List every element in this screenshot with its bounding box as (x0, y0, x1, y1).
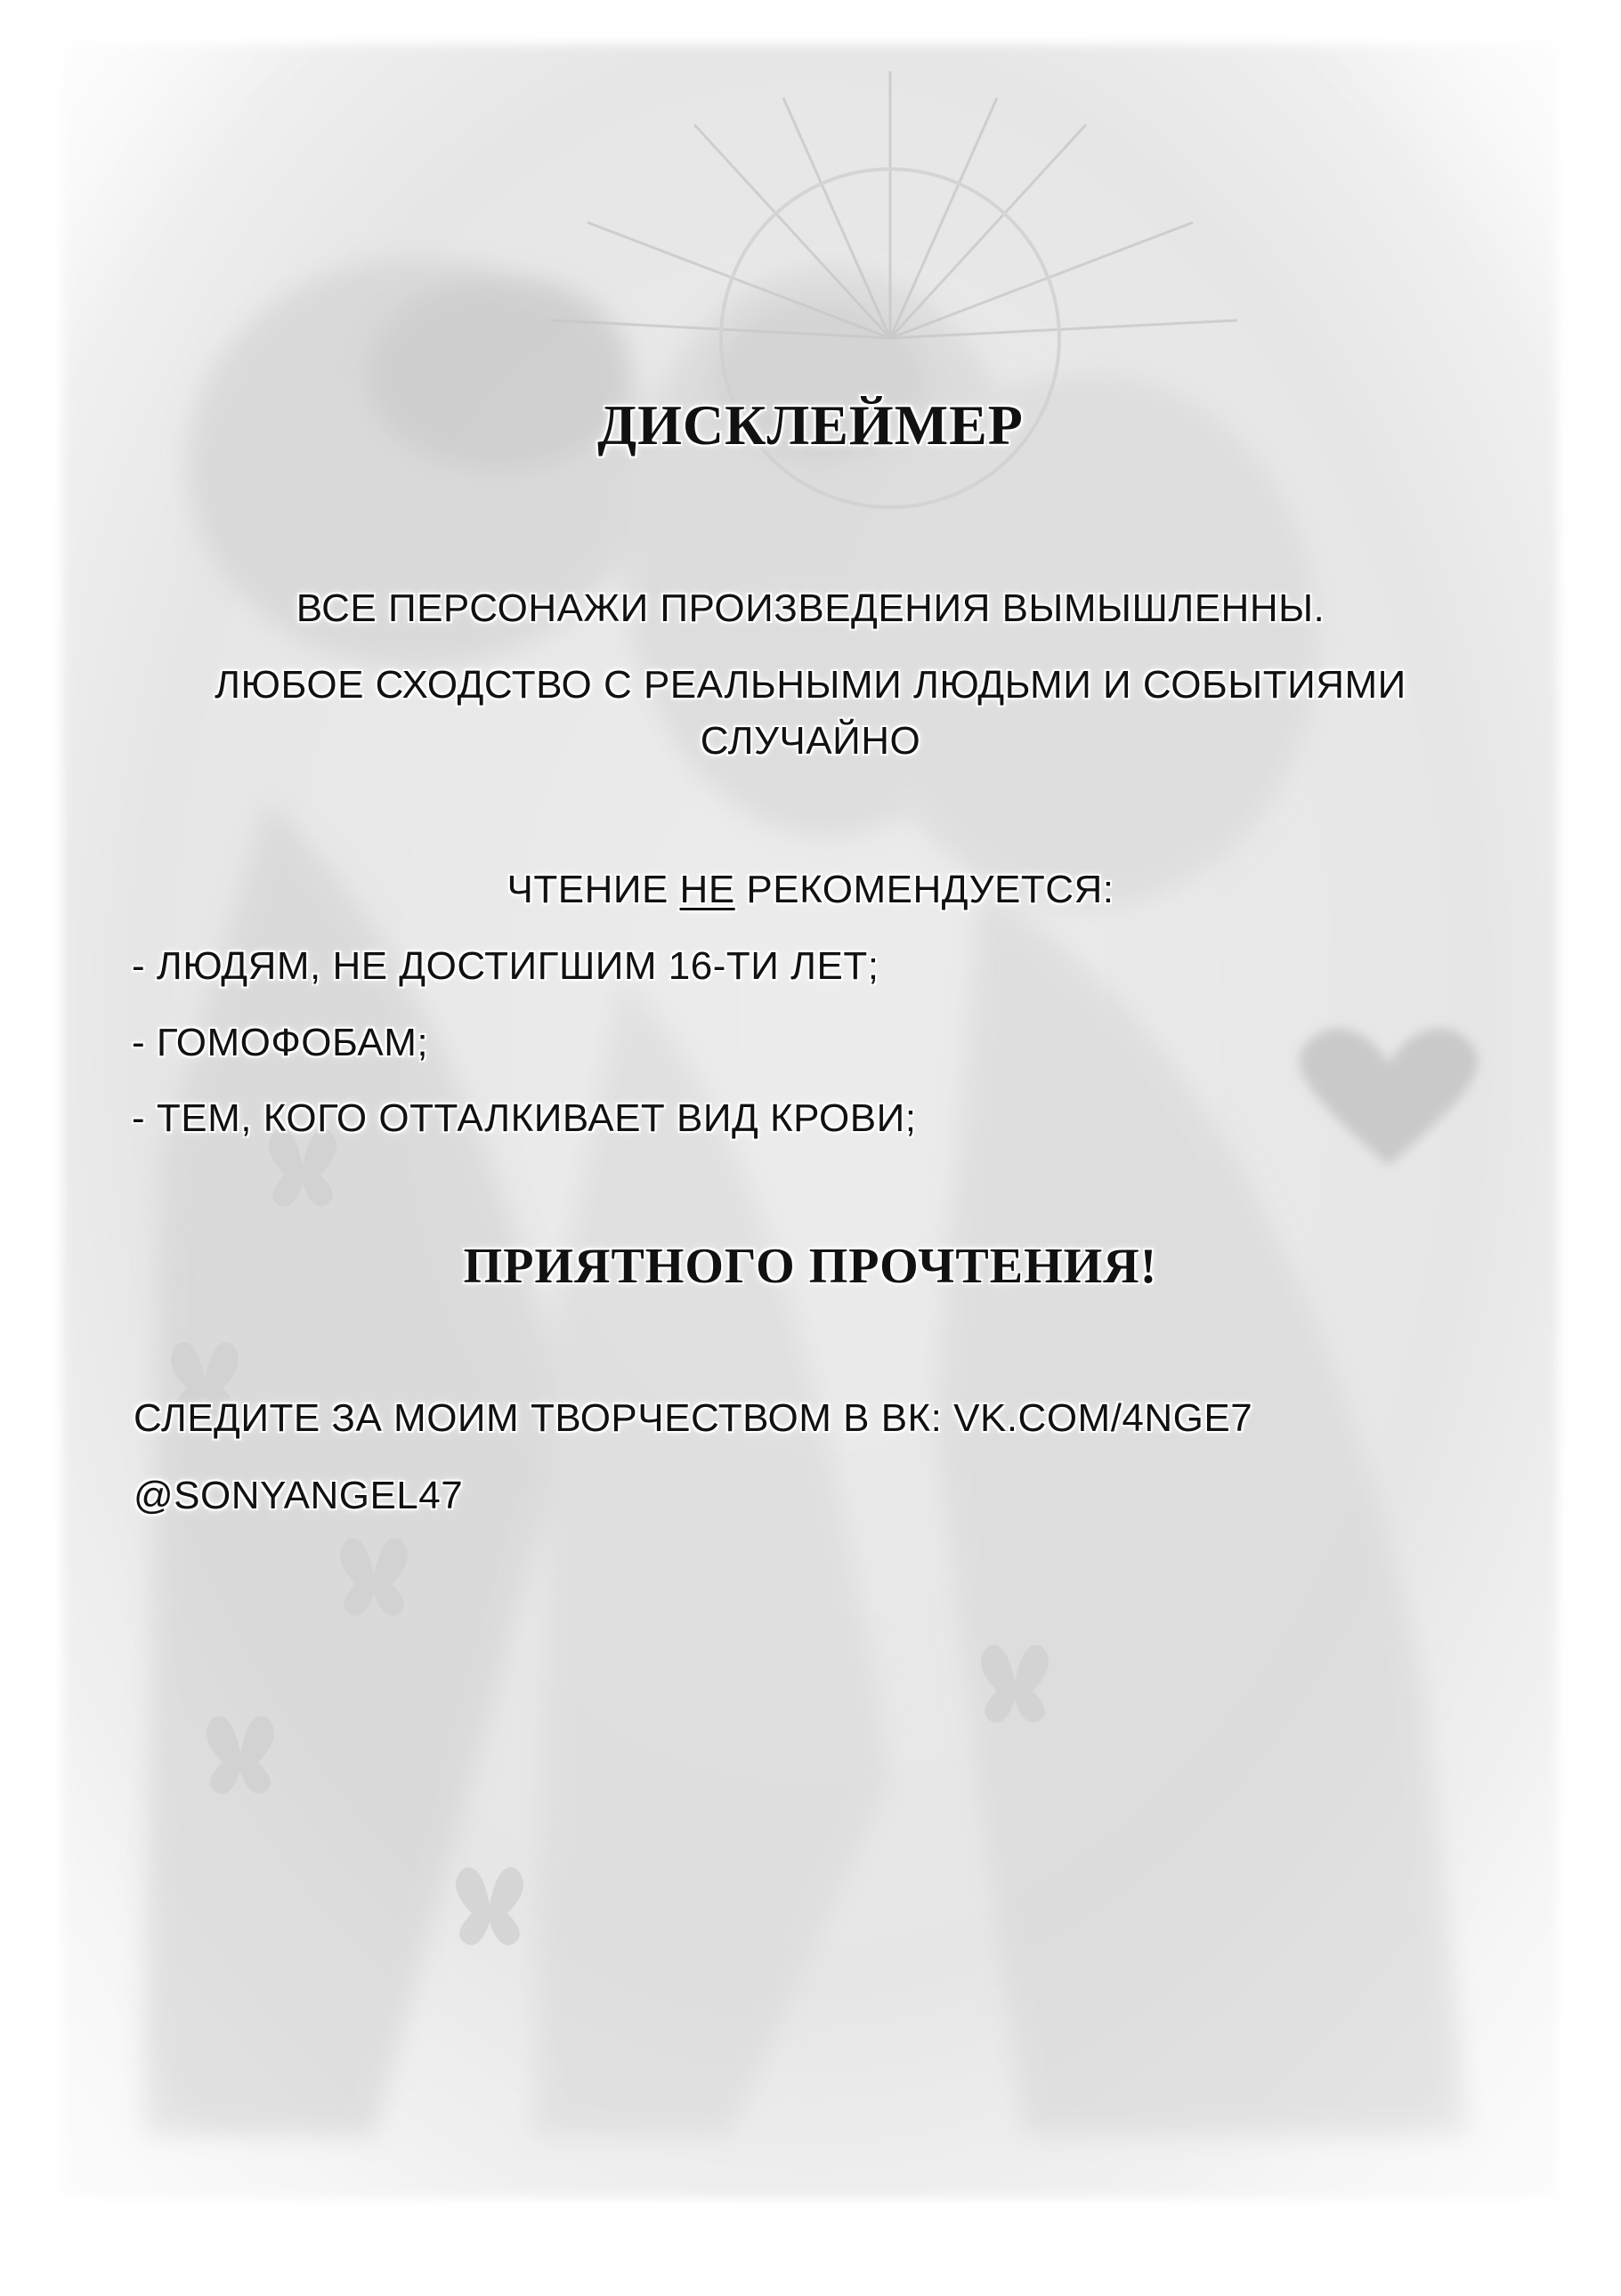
closing-greeting: ПРИЯТНОГО ПРОЧТЕНИЯ! (463, 1239, 1158, 1294)
warning-item: - ГОМОФОБАМ; (132, 1021, 429, 1064)
social-handle: @SONYANGEL47 (134, 1474, 464, 1517)
warning-lead-emphasis: НЕ (679, 868, 735, 911)
warning-lead-start: ЧТЕНИЕ (507, 868, 680, 911)
warning-lead-end: РЕКОМЕНДУЕТСЯ: (734, 868, 1114, 911)
follow-link-line: СЛЕДИТЕ ЗА МОИМ ТВОРЧЕСТВОМ В ВК: VK.COM/4NGE7 (134, 1396, 1253, 1440)
fiction-notice-line-2: ЛЮБОЕ СХОДСТВО С РЕАЛЬНЫМИ ЛЮДЬМИ И СОБЫТИЯМИ (215, 663, 1406, 707)
fiction-notice-line-1: ВСЕ ПЕРСОНАЖИ ПРОИЗВЕДЕНИЯ ВЫМЫШЛЕННЫ. (296, 586, 1325, 630)
warning-item: - ЛЮДЯМ, НЕ ДОСТИГШИМ 16-ТИ ЛЕТ; (132, 944, 879, 988)
warning-item: - ТЕМ, КОГО ОТТАЛКИВАЕТ ВИД КРОВИ; (132, 1096, 917, 1140)
page-title: ДИСКЛЕЙМЕР (597, 393, 1024, 457)
fiction-notice-line-3: СЛУЧАЙНО (700, 719, 921, 763)
warning-lead (0, 865, 1621, 915)
